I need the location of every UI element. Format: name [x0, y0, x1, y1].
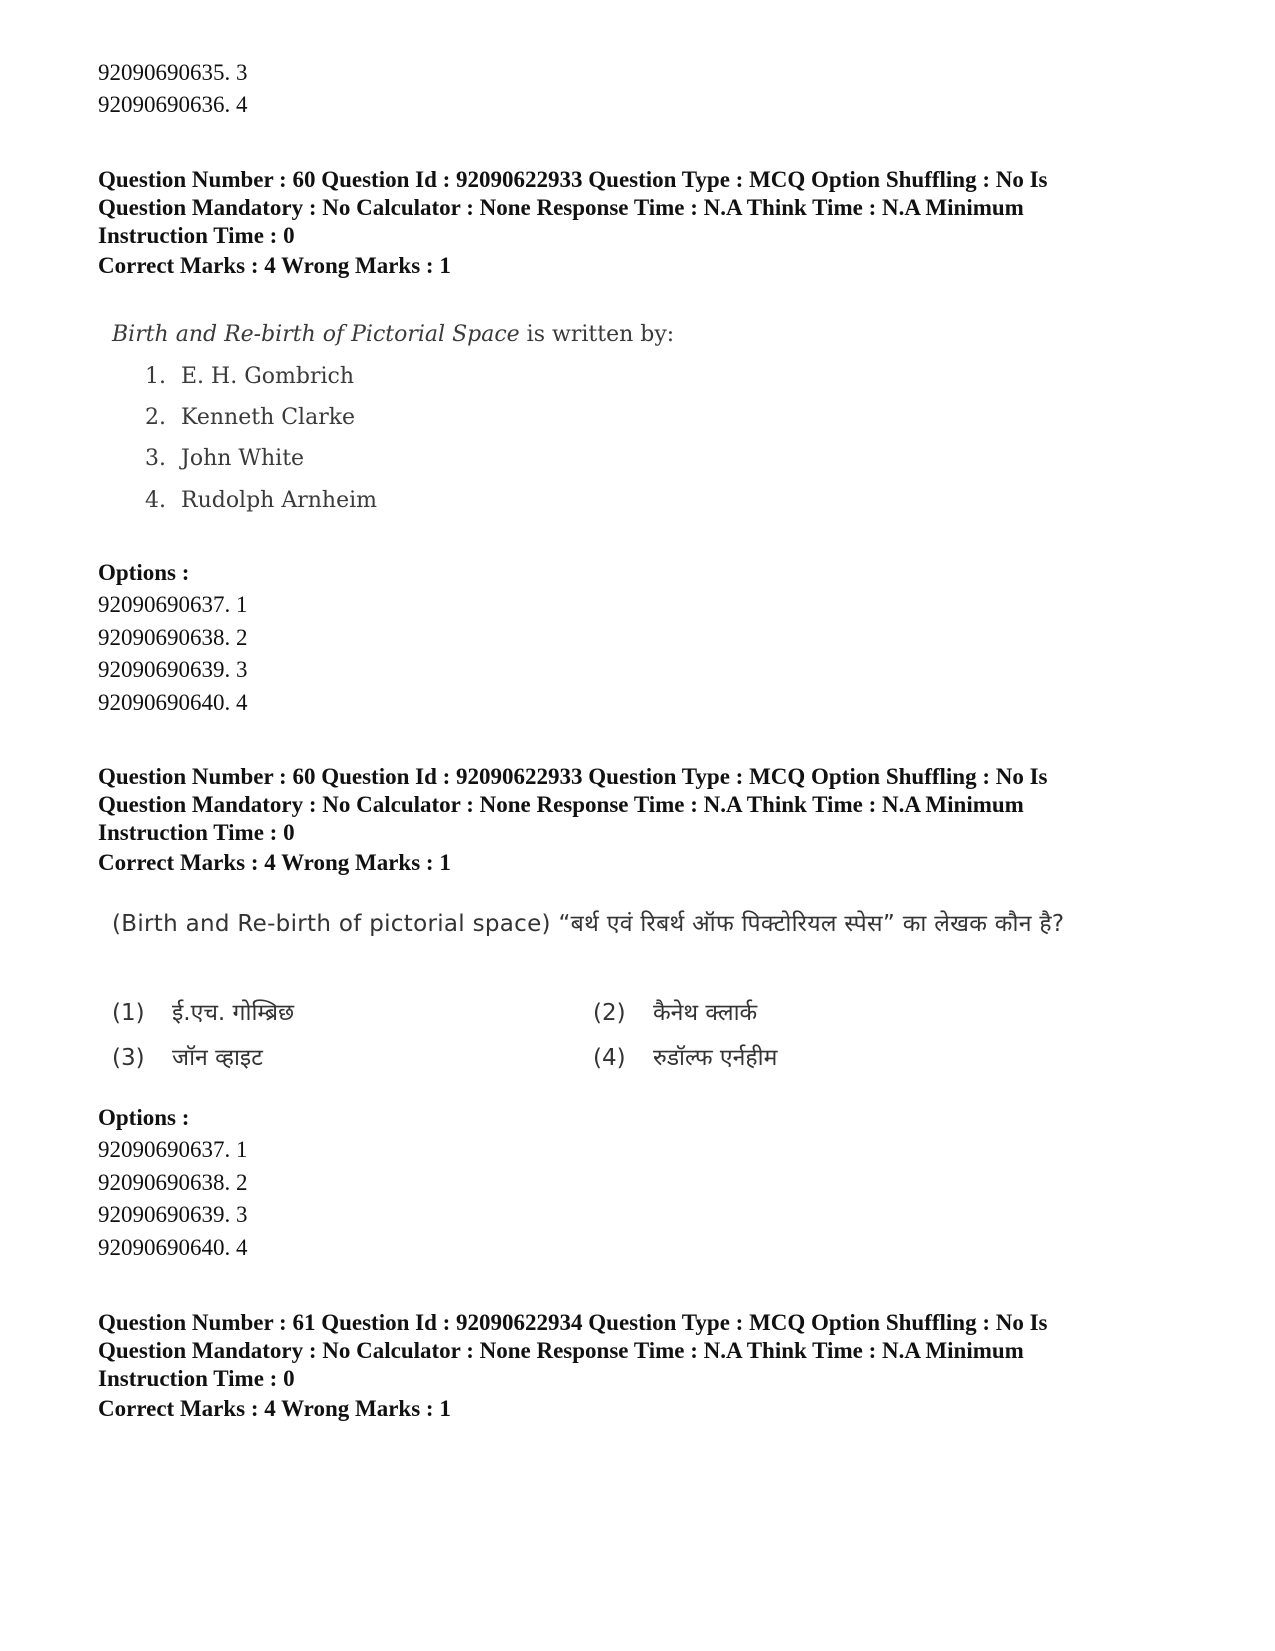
choice-text: Kenneth Clarke — [181, 405, 356, 430]
choice-number: (4) — [593, 1045, 626, 1071]
choice-number: 1. — [145, 364, 166, 389]
choice-text: जॉन व्हाइट — [172, 1045, 263, 1071]
option-line: 92090690636. 4 — [98, 92, 248, 117]
marks-line: Correct Marks : 4 Wrong Marks : 1 — [98, 253, 451, 278]
option-line: 92090690635. 3 — [98, 60, 248, 85]
option-line: 92090690639. 3 — [98, 657, 248, 682]
option-line: 92090690640. 4 — [98, 1235, 248, 1260]
option-line: 92090690638. 2 — [98, 625, 248, 650]
choice-text: रुडॉल्फ एर्नहीम — [653, 1045, 778, 1071]
choice-number: (3) — [112, 1045, 145, 1071]
choice-text: E. H. Gombrich — [181, 364, 355, 389]
options-label: Options : — [98, 1105, 190, 1130]
book-title: Birth and Re-birth of Pictorial Space — [112, 322, 520, 347]
question-header: Question Number : 61 Question Id : 92090622934 Question Type : MCQ Option Shuffling : No Is Question Mandatory : No Calculator : None Response Time : N.A Think Time : N.A Minimum Instruction Time : 0 — [98, 1310, 1048, 1391]
stem-text: is written by: — [519, 322, 675, 347]
option-line: 92090690637. 1 — [98, 592, 248, 617]
choice-item — [593, 1042, 777, 1074]
option-line: 92090690638. 2 — [98, 1170, 248, 1195]
choice-item — [145, 487, 377, 515]
choice-item — [145, 404, 355, 432]
choice-text: Rudolph Arnheim — [181, 488, 378, 513]
choice-number: (2) — [593, 1000, 626, 1026]
option-line: 92090690639. 3 — [98, 1202, 248, 1227]
choice-text: कैनेथ क्लार्क — [653, 1000, 758, 1026]
marks-line: Correct Marks : 4 Wrong Marks : 1 — [98, 850, 451, 875]
choice-item — [112, 997, 294, 1029]
choice-text: John White — [181, 446, 305, 471]
option-line: 92090690637. 1 — [98, 1137, 248, 1162]
choice-item — [145, 445, 304, 473]
options-label: Options : — [98, 560, 190, 585]
choice-number: 4. — [145, 488, 166, 513]
choice-number: 2. — [145, 405, 166, 430]
choice-item — [145, 363, 354, 391]
choice-text: ई.एच. गोम्ब्रिछ — [172, 1000, 295, 1026]
marks-line: Correct Marks : 4 Wrong Marks : 1 — [98, 1396, 451, 1421]
question-stem — [112, 321, 674, 349]
question-stem: (Birth and Re-birth of pictorial space) “बर्थ एवं रिबर्थ ऑफ पिक्टोरियल स्पेस” का लेखक कौन है? — [112, 911, 1065, 937]
choice-item — [112, 1042, 263, 1074]
question-header: Question Number : 60 Question Id : 92090622933 Question Type : MCQ Option Shuffling : No Is Question Mandatory : No Calculator : None Response Time : N.A Think Time : N.A Minimum Instruction Time : 0 — [98, 167, 1048, 248]
choice-number: (1) — [112, 1000, 145, 1026]
choice-item — [593, 997, 757, 1029]
question-header: Question Number : 60 Question Id : 92090622933 Question Type : MCQ Option Shuffling : No Is Question Mandatory : No Calculator : None Response Time : N.A Think Time : N.A Minimum Instruction Time : 0 — [98, 764, 1048, 845]
option-line: 92090690640. 4 — [98, 690, 248, 715]
choice-number: 3. — [145, 446, 166, 471]
